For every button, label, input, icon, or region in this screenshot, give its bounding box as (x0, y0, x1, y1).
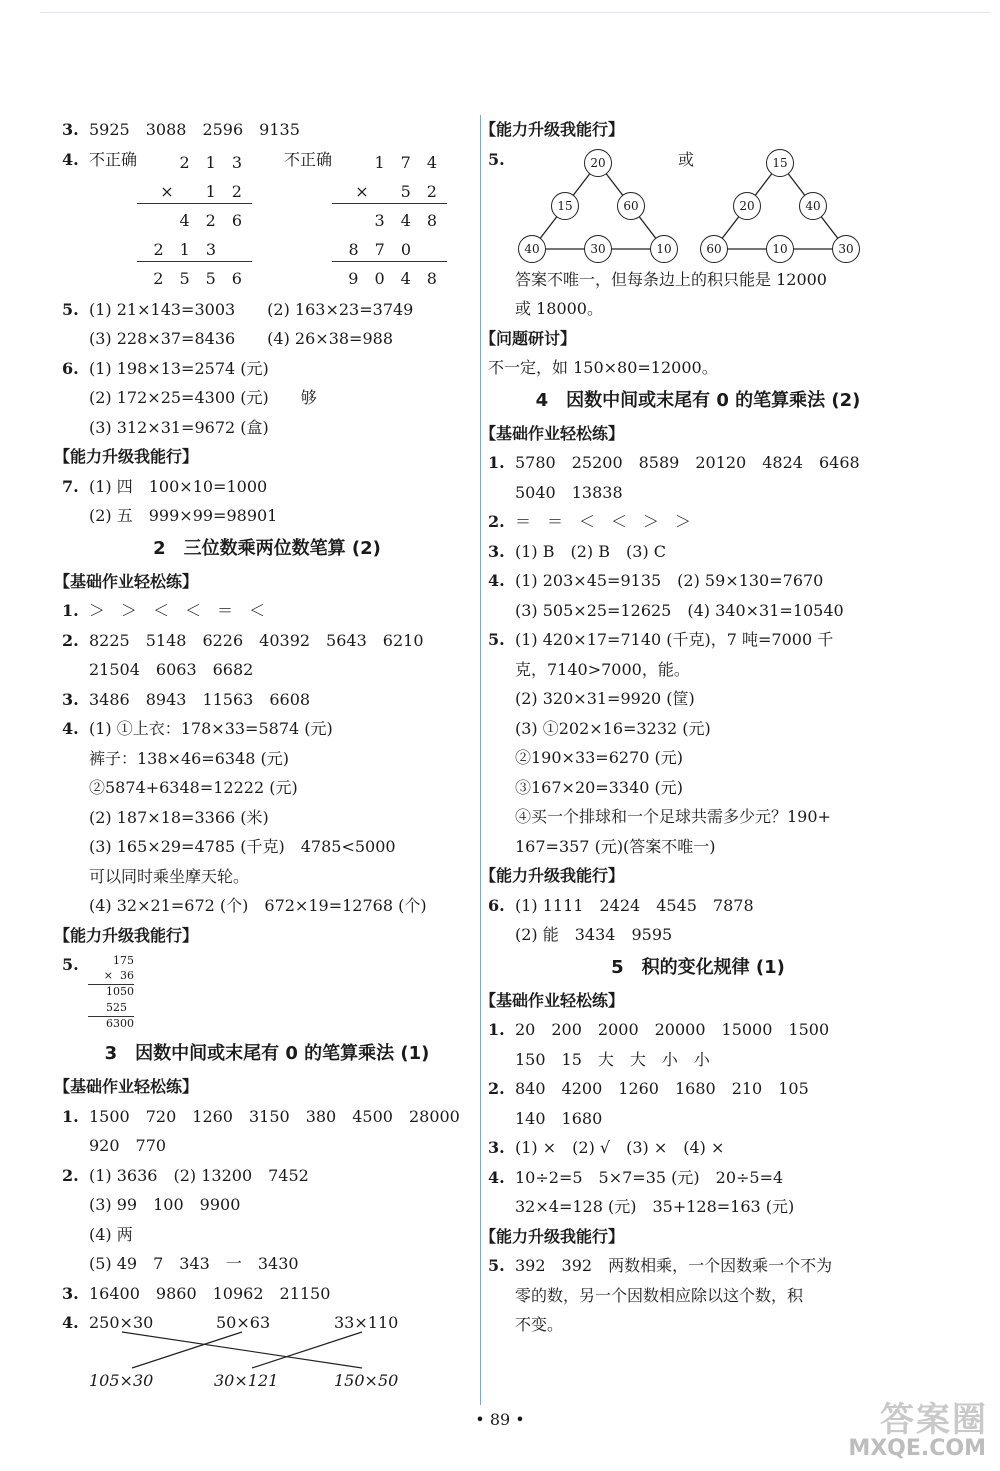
c2-line2: (3) 99 100 9900 (89, 1195, 241, 1214)
section-header: 【能力升级我能行】 (480, 1226, 625, 1246)
b2-line1: 2. 8225 5148 6226 40392 5643 6210 (62, 630, 424, 650)
right-column (480, 115, 908, 1340)
circle-number: 60 (617, 192, 645, 220)
section-header: 【基础作业轻松练】 (480, 423, 625, 443)
small-vertical-calc: 175 × 36 1050 525 6300 (88, 954, 134, 1036)
a4-line2: (3) 505×25=12625 (4) 340×31=10540 (515, 600, 844, 620)
page-number: • 89 • (475, 1410, 525, 1429)
c2-line1: 2. (1) 3636 (2) 13200 7452 (62, 1165, 309, 1185)
q7-line1: 7. (1) 四 100×10=1000 (62, 476, 268, 496)
a5-line7: ④买一个排球和一个足球共需多少元？190+ (515, 807, 831, 826)
b2-line2: 21504 6063 6682 (89, 660, 254, 679)
watermark-logo: 答案圈 (880, 1400, 988, 1440)
d4-line2: 32×4=128 (元) 35+128=163 (元) (515, 1197, 795, 1216)
q5-answer-line2: 或 18000。 (515, 299, 603, 318)
b5-block: 5. 175 × 36 1050 525 6300 (62, 950, 472, 1036)
q5-line2: (3) 228×37=8436 (4) 26×38=988 (89, 329, 394, 348)
circle-number: 15 (766, 149, 794, 177)
a2-line: 2. ＝ ＝ ＜ ＜ ＞ ＞ (488, 512, 692, 531)
d5-line1: 5. 392 392 两数相乘，一个因数乘一个不为 (488, 1256, 833, 1275)
d4-line1: 4. 10÷2=5 5×7=35 (元) 20÷5=4 (488, 1167, 784, 1187)
column-divider (480, 115, 481, 1405)
d1-line1: 1. 20 200 2000 20000 15000 1500 (488, 1020, 830, 1039)
c1-line2: 920 770 (89, 1136, 167, 1155)
q5-line1: 5. (1) 21×143=3003 (2) 163×23=3749 (62, 299, 414, 319)
a5-line4: (3) ①202×16=3232 (元) (515, 718, 711, 738)
d5-line3: 不变。 (515, 1315, 564, 1334)
q6-line1: 6. (1) 198×13=2574 (元) (62, 358, 269, 378)
q3-line: 3. 5925 3088 2596 9135 (62, 120, 300, 139)
a5-line8: 167=357 (元)(答案不唯一) (515, 836, 716, 856)
b4-line4: (2) 187×18=3366 (米) (89, 807, 269, 827)
d2-line1: 2. 840 4200 1260 1680 210 105 (488, 1079, 809, 1098)
lesson-title-3: 3 因数中间或末尾有 0 的笔算乘法 (1) (104, 1043, 430, 1064)
c4-matching-block: 4. 250×30 50×63 33×110 105×30 30×121 150×50 (62, 1308, 472, 1388)
a3-line: 3. (1) B (2) B (3) C (488, 541, 667, 561)
b4-line2: 裤子：138×46=6348 (元) (89, 748, 290, 768)
circle-number: 10 (766, 235, 794, 263)
lesson-title-2: 2 三位数乘两位数笔算 (2) (153, 537, 381, 559)
lesson-title-4: 4 因数中间或末尾有 0 的笔算乘法 (2) (535, 389, 861, 411)
circle-number: 30 (584, 235, 612, 263)
a4-line1: 4. (1) 203×45=9135 (2) 59×130=7670 (488, 571, 824, 590)
section-header: 【能力升级我能行】 (480, 120, 625, 139)
a5-line1: 5. (1) 420×17=7140 (千克)，7 吨=7000 千 (488, 630, 834, 649)
section-header: 【基础作业轻松练】 (54, 1077, 199, 1096)
a6-line1: 6. (1) 1111 2424 4545 7878 (488, 895, 754, 915)
q6-line3: (3) 312×31=9672 (盒) (89, 417, 269, 437)
a6-line2: (2) 能 3434 9595 (515, 925, 673, 944)
a5-line5: ②190×33=6270 (元) (515, 748, 684, 767)
d3-line: 3. (1) × (2) √ (3) × (4) × (488, 1138, 725, 1157)
left-column (54, 115, 472, 1390)
section-header: 【基础作业轻松练】 (54, 571, 199, 591)
section-header: 【能力升级我能行】 (54, 447, 199, 466)
a5-line3: (2) 320×31=9920 (筐) (515, 689, 695, 708)
b4-line3: ②5874+6348=12222 (元) (89, 778, 298, 797)
triangle-puzzle-block: 5. 或 20 15 60 40 30 10 15 20 40 60 10 30 (488, 145, 908, 265)
circle-number: 20 (733, 192, 761, 220)
q4-block: 4. 不正确 不正确 2 1 3 × 1 2 4 2 6 2 1 3 2 5 5 6 1 7 4 × 5 2 3 4 8 8 7 0 9 0 4 8 (62, 145, 472, 295)
b4-line1: 4. (1) ①上衣：178×33=5874 (元) (62, 719, 333, 738)
b4-line6: 可以同时乘坐摩天轮。 (89, 866, 250, 886)
section-header: 【能力升级我能行】 (480, 866, 625, 885)
q5-answer-line1: 答案不唯一，但每条边上的积只能是 12000 (515, 269, 827, 289)
a1-line1: 1. 5780 25200 8589 20120 4824 6468 (488, 453, 860, 472)
circle-number: 60 (700, 235, 728, 263)
circle-number: 10 (650, 235, 678, 263)
c2-line3: (4) 两 (89, 1224, 133, 1244)
c1-line1: 1. 1500 720 1260 3150 380 4500 28000 (62, 1106, 460, 1126)
b4-line7: (4) 32×21=672 (个) 672×19=12768 (个) (89, 896, 427, 915)
a1-line2: 5040 13838 (515, 482, 623, 502)
top-rule (40, 12, 990, 13)
section-header: 【能力升级我能行】 (54, 925, 199, 945)
discussion-line: 不一定，如 150×80=12000。 (488, 358, 718, 377)
a5-line6: ③167×20=3340 (元) (515, 777, 684, 797)
section-header: 【问题研讨】 (480, 328, 577, 348)
d1-line2: 150 15 大 大 小 小 (515, 1049, 710, 1069)
watermark-url: MXQE.COM (848, 1436, 986, 1461)
c2-line4: (5) 49 7 343 一 3430 (89, 1254, 299, 1273)
a5-line2: 克，7140>7000，能。 (515, 659, 690, 679)
b3-line: 3. 3486 8943 11563 6608 (62, 689, 311, 709)
circle-number: 20 (584, 149, 612, 177)
circle-number: 15 (551, 192, 579, 220)
circle-number: 40 (799, 192, 827, 220)
b4-line5: (3) 165×29=4785 (千克) 4785<5000 (89, 837, 396, 856)
lesson-title-5: 5 积的变化规律 (1) (611, 956, 785, 978)
d5-line2: 零的数，另一个因数相应除以这个数，积 (515, 1285, 804, 1305)
c3-line: 3. 16400 9860 10962 21150 (62, 1283, 331, 1303)
d2-line2: 140 1680 (515, 1108, 603, 1128)
section-header: 【基础作业轻松练】 (480, 990, 625, 1010)
q6-line2: (2) 172×25=4300 (元) 够 (89, 388, 317, 407)
circle-number: 30 (832, 235, 860, 263)
b1-line: 1. ＞ ＞ ＜ ＜ ＝ ＜ (62, 601, 266, 620)
q7-line2: (2) 五 999×99=98901 (89, 506, 278, 525)
circle-number: 40 (518, 235, 546, 263)
